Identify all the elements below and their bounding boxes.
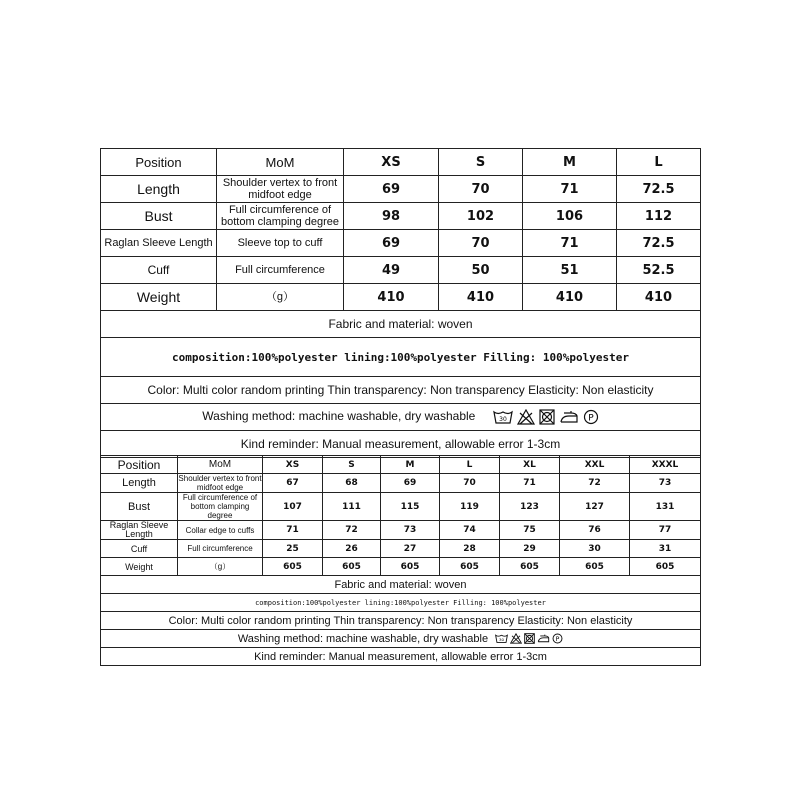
cell-value: 605 (500, 558, 560, 576)
cell-value: 71 (263, 521, 323, 540)
cell-value: 72.5 (617, 176, 701, 203)
cell-value: 111 (323, 493, 381, 521)
cell-value: 51 (523, 257, 617, 284)
cell-value: 25 (263, 540, 323, 558)
row-label: Cuff (101, 257, 217, 284)
cell-value: 98 (344, 203, 439, 230)
cell-value: 102 (439, 203, 523, 230)
cell-value: 72 (323, 521, 381, 540)
color-info-text: Color: Multi color random printing Thin transparency: Non transparency Elasticity: Non elasticity (101, 612, 701, 630)
svg-text:30: 30 (498, 416, 507, 423)
cell-value: 410 (523, 284, 617, 311)
cell-value: 69 (344, 230, 439, 257)
header-size-l: L (440, 456, 500, 474)
wash-30-icon (495, 633, 508, 644)
table-row (101, 540, 701, 558)
cell-value: 72.5 (617, 230, 701, 257)
dry-clean-p-icon (583, 409, 599, 425)
header-size-xs: XS (263, 456, 323, 474)
row-label: Weight (101, 558, 178, 576)
cell-value: 70 (439, 230, 523, 257)
row-mom: （g） (178, 558, 263, 576)
header-size-m: M (381, 456, 440, 474)
fabric-material-text: Fabric and material: woven (101, 576, 701, 594)
table-row (101, 203, 701, 230)
row-label: Raglan Sleeve Length (101, 521, 178, 540)
table-row (101, 521, 701, 540)
table-header-row (101, 456, 701, 474)
cell-value: 410 (439, 284, 523, 311)
cell-value: 26 (323, 540, 381, 558)
no-bleach-icon (510, 633, 522, 644)
header-mom: MoM (178, 456, 263, 474)
header-size-xxxl: XXXL (630, 456, 701, 474)
cell-value: 131 (630, 493, 701, 521)
iron-icon (559, 409, 579, 425)
table-row (101, 230, 701, 257)
header-size-s: S (323, 456, 381, 474)
cell-value: 50 (439, 257, 523, 284)
cell-value: 27 (381, 540, 440, 558)
iron-icon (537, 633, 550, 644)
table-row (101, 284, 701, 311)
cell-value: 115 (381, 493, 440, 521)
cell-value: 72 (560, 474, 630, 493)
color-info-text: Color: Multi color random printing Thin transparency: Non transparency Elasticity: Non elasticity (101, 377, 701, 404)
row-label: Cuff (101, 540, 178, 558)
cell-value: 69 (381, 474, 440, 493)
header-size-xxl: XXL (560, 456, 630, 474)
table-row (101, 558, 701, 576)
header-size-s: S (439, 149, 523, 176)
washing-method-row (101, 630, 701, 648)
kind-reminder-text: Kind reminder: Manual measurement, allowable error 1-3cm (101, 431, 701, 458)
cell-value: 127 (560, 493, 630, 521)
header-mom: MoM (217, 149, 344, 176)
row-mom: Shoulder vertex to front midfoot edge (178, 474, 262, 492)
header-size-l: L (617, 149, 701, 176)
no-tumble-dry-icon (524, 633, 535, 644)
cell-value: 605 (381, 558, 440, 576)
cell-value: 49 (344, 257, 439, 284)
cell-value: 605 (630, 558, 701, 576)
cell-value: 106 (523, 203, 617, 230)
cell-value: 70 (440, 474, 500, 493)
washing-method-text: Washing method: machine washable, dry washable (202, 409, 476, 424)
composition-text: composition:100%polyester lining:100%polyester Filling: 100%polyester (101, 594, 701, 612)
no-bleach-icon (517, 409, 535, 425)
row-mom: （g） (217, 284, 344, 311)
cell-value: 605 (323, 558, 381, 576)
cell-value: 71 (500, 474, 560, 493)
washing-method-text: Washing method: machine washable, dry washable (237, 632, 489, 645)
cell-value: 410 (617, 284, 701, 311)
header-position: Position (101, 149, 217, 176)
cell-value: 67 (263, 474, 323, 493)
cell-value: 107 (263, 493, 323, 521)
row-label: Bust (101, 493, 178, 521)
kind-reminder-text: Kind reminder: Manual measurement, allowable error 1-3cm (101, 648, 701, 666)
cell-value: 74 (440, 521, 500, 540)
row-mom: Collar edge to cuffs (178, 521, 263, 540)
svg-text:P: P (555, 636, 560, 643)
row-label: Bust (101, 203, 217, 230)
cell-value: 112 (617, 203, 701, 230)
cell-value: 73 (381, 521, 440, 540)
cell-value: 605 (263, 558, 323, 576)
header-position: Position (101, 456, 178, 474)
dry-clean-p-icon (552, 633, 563, 644)
cell-value: 28 (440, 540, 500, 558)
cell-value: 30 (560, 540, 630, 558)
row-label: Raglan Sleeve Length (101, 230, 217, 257)
table-header-row (101, 149, 701, 176)
svg-text:30: 30 (499, 637, 505, 643)
row-label: Length (101, 474, 178, 493)
table-row (101, 493, 701, 521)
cell-value: 410 (344, 284, 439, 311)
header-size-xs: XS (344, 149, 439, 176)
size-chart-table-1 (100, 148, 701, 458)
cell-value: 123 (500, 493, 560, 521)
cell-value: 71 (523, 230, 617, 257)
cell-value: 52.5 (617, 257, 701, 284)
cell-value: 76 (560, 521, 630, 540)
cell-value: 70 (439, 176, 523, 203)
header-size-m: M (523, 149, 617, 176)
cell-value: 605 (440, 558, 500, 576)
cell-value: 29 (500, 540, 560, 558)
cell-value: 68 (323, 474, 381, 493)
cell-value: 69 (344, 176, 439, 203)
row-mom: Sleeve top to cuff (217, 230, 344, 257)
row-mom: Full circumference of bottom clamping degree (217, 203, 344, 230)
table-row (101, 257, 701, 284)
row-mom: Full circumference (217, 257, 344, 284)
cell-value: 77 (630, 521, 701, 540)
cell-value: 605 (560, 558, 630, 576)
washing-method-row (101, 404, 701, 431)
cell-value: 75 (500, 521, 560, 540)
care-icons (493, 409, 599, 425)
row-mom: Full circumference of bottom clamping degree (178, 493, 263, 521)
header-size-xl: XL (500, 456, 560, 474)
row-mom: Shoulder vertex to front midfoot edge (217, 176, 344, 203)
no-tumble-dry-icon (539, 409, 555, 425)
table-row (101, 176, 701, 203)
cell-value: 119 (440, 493, 500, 521)
cell-value: 31 (630, 540, 701, 558)
composition-text: composition:100%polyester lining:100%polyester Filling: 100%polyester (101, 338, 701, 377)
wash-30-icon (493, 409, 513, 425)
size-chart-table-2 (100, 455, 701, 666)
row-label: Weight (101, 284, 217, 311)
cell-value: 73 (630, 474, 701, 493)
care-icons (495, 633, 563, 644)
svg-text:P: P (587, 413, 594, 424)
fabric-material-text: Fabric and material: woven (101, 311, 701, 338)
row-label: Length (101, 176, 217, 203)
row-mom: Full circumference (178, 540, 263, 558)
table-row (101, 474, 701, 493)
cell-value: 71 (523, 176, 617, 203)
